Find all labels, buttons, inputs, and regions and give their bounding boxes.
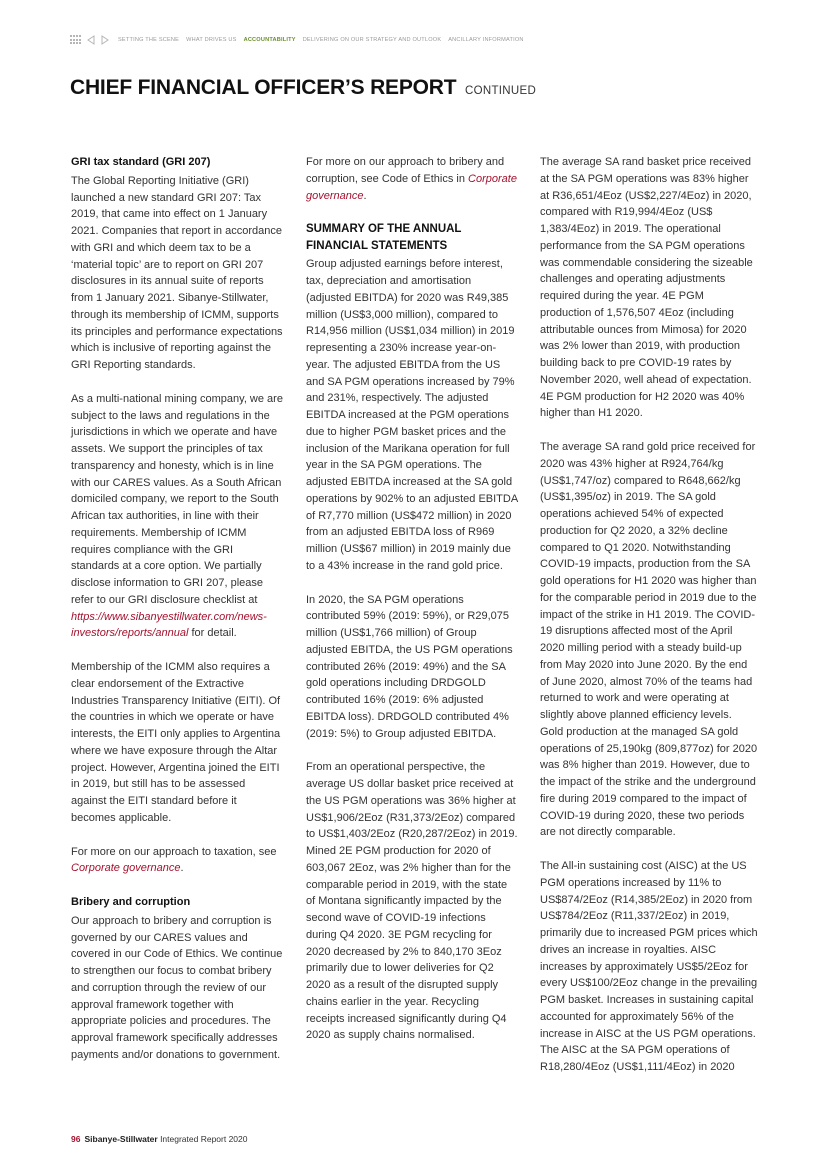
- brand-name: Sibanye-Stillwater: [84, 1134, 158, 1144]
- next-page-icon[interactable]: [100, 35, 110, 45]
- previous-page-icon[interactable]: [86, 35, 96, 45]
- page-title-text: CHIEF FINANCIAL OFFICER’S REPORT: [70, 76, 457, 99]
- paragraph: In 2020, the SA PGM operations contributed 59% (2019: 59%), or R29,075 million (US$1,766 million) of Group adjusted EBITDA, the US PGM operations contributed 26% (2019: 49%) and the SA gold operations including DRDGOLD contributed 16% (2019: 6% adjusted EBITDA loss). DRDGOLD contributed 4% (2019: 5%) to Group adjusted EBITDA.: [306, 593, 513, 740]
- corporate-governance-link[interactable]: Corporate governance: [306, 172, 517, 202]
- paragraph: From an operational perspective, the average US dollar basket price received at the US PGM operations was 36% higher at US$1,906/2Eoz (R31,373/2Eoz) compared to US$1,403/2Eoz (R20,287/2Eoz) in 2019. Mined 2E PGM production for 2020 of 603,067 2Eoz, was 2% higher than for the comparable period in 2019, with the state of Montana significantly impacted by the second wave of COVID-19 infections during Q4 2020. 3E PGM recycling for 2020 decreased by 2% to 840,170 3Eoz primarily due to lower deliveries for Q2 2020 as a result of the disrupted supply chains earlier in the year. Recycling receipts increased significantly during Q4 2020 as supply chains normalised.: [306, 761, 518, 1042]
- nav-setting-the-scene[interactable]: SETTING THE SCENE: [118, 37, 180, 43]
- paragraph: [71, 391, 283, 642]
- nav-accountability[interactable]: ACCOUNTABILITY: [243, 37, 296, 43]
- gri-checklist-link[interactable]: https://www.sibanyestillwater.com/news-investors/reports/annual: [71, 610, 267, 640]
- page-title-continued: CONTINUED: [465, 85, 537, 97]
- paragraph: [306, 154, 518, 204]
- grid-menu-icon[interactable]: [70, 35, 82, 45]
- heading-bribery: Bribery and corruption: [71, 896, 191, 908]
- page-title: [70, 76, 536, 100]
- paragraph: Group adjusted earnings before interest, tax, depreciation and amortisation (adjusted EBITDA) for 2020 was R49,385 million (US$3,000 million), compared to R14,956 million (US$1,034 million) in 2019 representing a 230% increase year-on-year. The adjusted EBITDA from the US and SA PGM operations increased by 79% and 231%, respectively. The adjusted EBITDA increased at the PGM operations due to higher PGM basket prices and the inclusion of the Marikana operation for full year in the SA PGM operations. The adjusted EBITDA increased at the SA gold operations by 902% to an adjusted EBITDA of R7,770 million (US$472 million) in 2020 from an adjusted EBITDA loss of R969 million (US$67 million) in 2019 mainly due to a 43% increase in the rand gold price.: [306, 258, 518, 572]
- paragraph: Our approach to bribery and corruption is governed by our CARES values and covered in our Code of Ethics. We continue to strengthen our focus to combat bribery and corruption through the review of our approval framework together with appropriate policies and procedures. The approval framework specifically addresses payments and/or donations to government.: [71, 914, 283, 1061]
- paragraph-text: For more on our approach to bribery and corruption, see Code of Ethics in: [306, 156, 505, 185]
- paragraph-text: .: [180, 862, 184, 875]
- paragraph-text: For more on our approach to taxation, see: [71, 845, 277, 858]
- nav-what-drives-us[interactable]: WHAT DRIVES US: [186, 37, 237, 43]
- page-number: 96: [71, 1134, 81, 1144]
- paragraph-text: As a multi-national mining company, we are subject to the laws and regulations in the jurisdictions in which we operate and have assets. We support the principles of tax transparency and honesty, which is in line with our CARES values. As a South African domiciled company, we report to the South African tax authorities, in line with their requirements. Membership of ICMM requires compliance with the GRI standards at a core option. We partially disclose information to GRI 207, please refer to our GRI disclosure checklist at: [71, 392, 283, 606]
- paragraph: [71, 844, 283, 878]
- paragraph: The All-in sustaining cost (AISC) at the US PGM operations increased by 11% to US$874/2Eoz (R14,385/2Eoz) in 2020 from US$784/2Eoz (R11,337/2Eoz) in 2019, primarily due to increased PGM prices which drives an increase in royalties. AISC increases by approximately US$5/2Eoz for every US$100/2Eoz change in the prevailing PGM basket. Increases in sustaining capital accounted for approximately 56% of the increase in AISC at the US PGM operations.: [540, 860, 758, 1040]
- document-name: Integrated Report 2020: [160, 1134, 248, 1144]
- paragraph: The average SA rand basket price received at the SA PGM operations was 83% higher at R36,651/4Eoz (US$2,227/4Eoz) in 2020, compared with R19,994/4Eoz (US$ 1,383/4Eoz) in 2019. The operational performance from the SA PGM operations was commendable considering the sizeable challenges and operating adjustments required during the year. 4E PGM production of 1,576,507 4Eoz (including attributable ounces from Mimosa) for 2020 was 2% lower than 2019, with production building back to pre COVID-19 rates by November 2020, well ahead of expectation. 4E PGM production for H2 2020 was 40% higher than H1 2020.: [540, 156, 753, 420]
- paragraph: Membership of the ICMM also requires a clear endorsement of the Extractive Industries Transparency Initiative (EITI). Of the countries in which we operate or have interests, the EITI only applies to Argentina where we have exposure through the Altar project. However, Argentina joined the EITI in 2019, but still has to be assessed against the EITI standard before it becomes applicable.: [71, 661, 281, 824]
- paragraph-text: .: [363, 189, 367, 202]
- paragraph-text: for detail.: [188, 627, 237, 640]
- corporate-governance-link[interactable]: Corporate governance: [71, 862, 181, 875]
- paragraph: The AISC at the SA PGM operations of R18,280/4Eoz (US$1,111/4Eoz) in 2020: [540, 1044, 735, 1073]
- paragraph: The Global Reporting Initiative (GRI) launched a new standard GRI 207: Tax 2019, that came into effect on 1 January 2021. Companies that report in accordance with GRI and which deem tax to be a ‘material topic’ are to report on GRI 207 disclosures in its annual suite of reports from 1 January 2021. Sibanye-Stillwater, through its membership of ICMM, supports its principles and performance expectations which is inclusive of reporting against the GRI Reporting standards.: [71, 174, 283, 371]
- nav-delivering-strategy[interactable]: DELIVERING ON OUR STRATEGY AND OUTLOOK: [302, 37, 442, 43]
- heading-summary-financial-statements: SUMMARY OF THE ANNUAL FINANCIAL STATEMENTS: [306, 223, 462, 252]
- nav-ancillary-information[interactable]: ANCILLARY INFORMATION: [448, 37, 524, 43]
- paragraph: The average SA rand gold price received for 2020 was 43% higher at R924,764/kg (US$1,747/oz) compared to R648,662/kg (US$1,395/oz) in 2019. The SA gold operations achieved 54% of expected production for Q2 2020, a 32% decline compared to Q1 2020. Notwithstanding COVID-19 impacts, production from the SA gold operations for H1 2020 was higher than for the comparable period in 2019 due to the impact of the strike in H1 2019. The COVID-19 disruptions affected most of the April 2020 milling period with a steady build-up from May 2020 into June 2020. By the end of June 2020, almost 70% of the teams had returned to work and were operating at slightly above planned efficiency levels. Gold production at the managed SA gold operations of 25,190kg (809,877oz) for 2020 was 8% higher than 2019. However, due to the impact of the strike and the underground fire during 2019 compared to the impact of COVID-19 during 2020, these two periods are not directly comparable.: [540, 441, 758, 839]
- top-navigation: [70, 33, 524, 47]
- column-2: [306, 154, 518, 1061]
- page-footer: [71, 1134, 248, 1144]
- heading-gri-tax: GRI tax standard (GRI 207): [71, 156, 211, 168]
- column-1: [71, 154, 283, 1081]
- column-3: [540, 154, 758, 1093]
